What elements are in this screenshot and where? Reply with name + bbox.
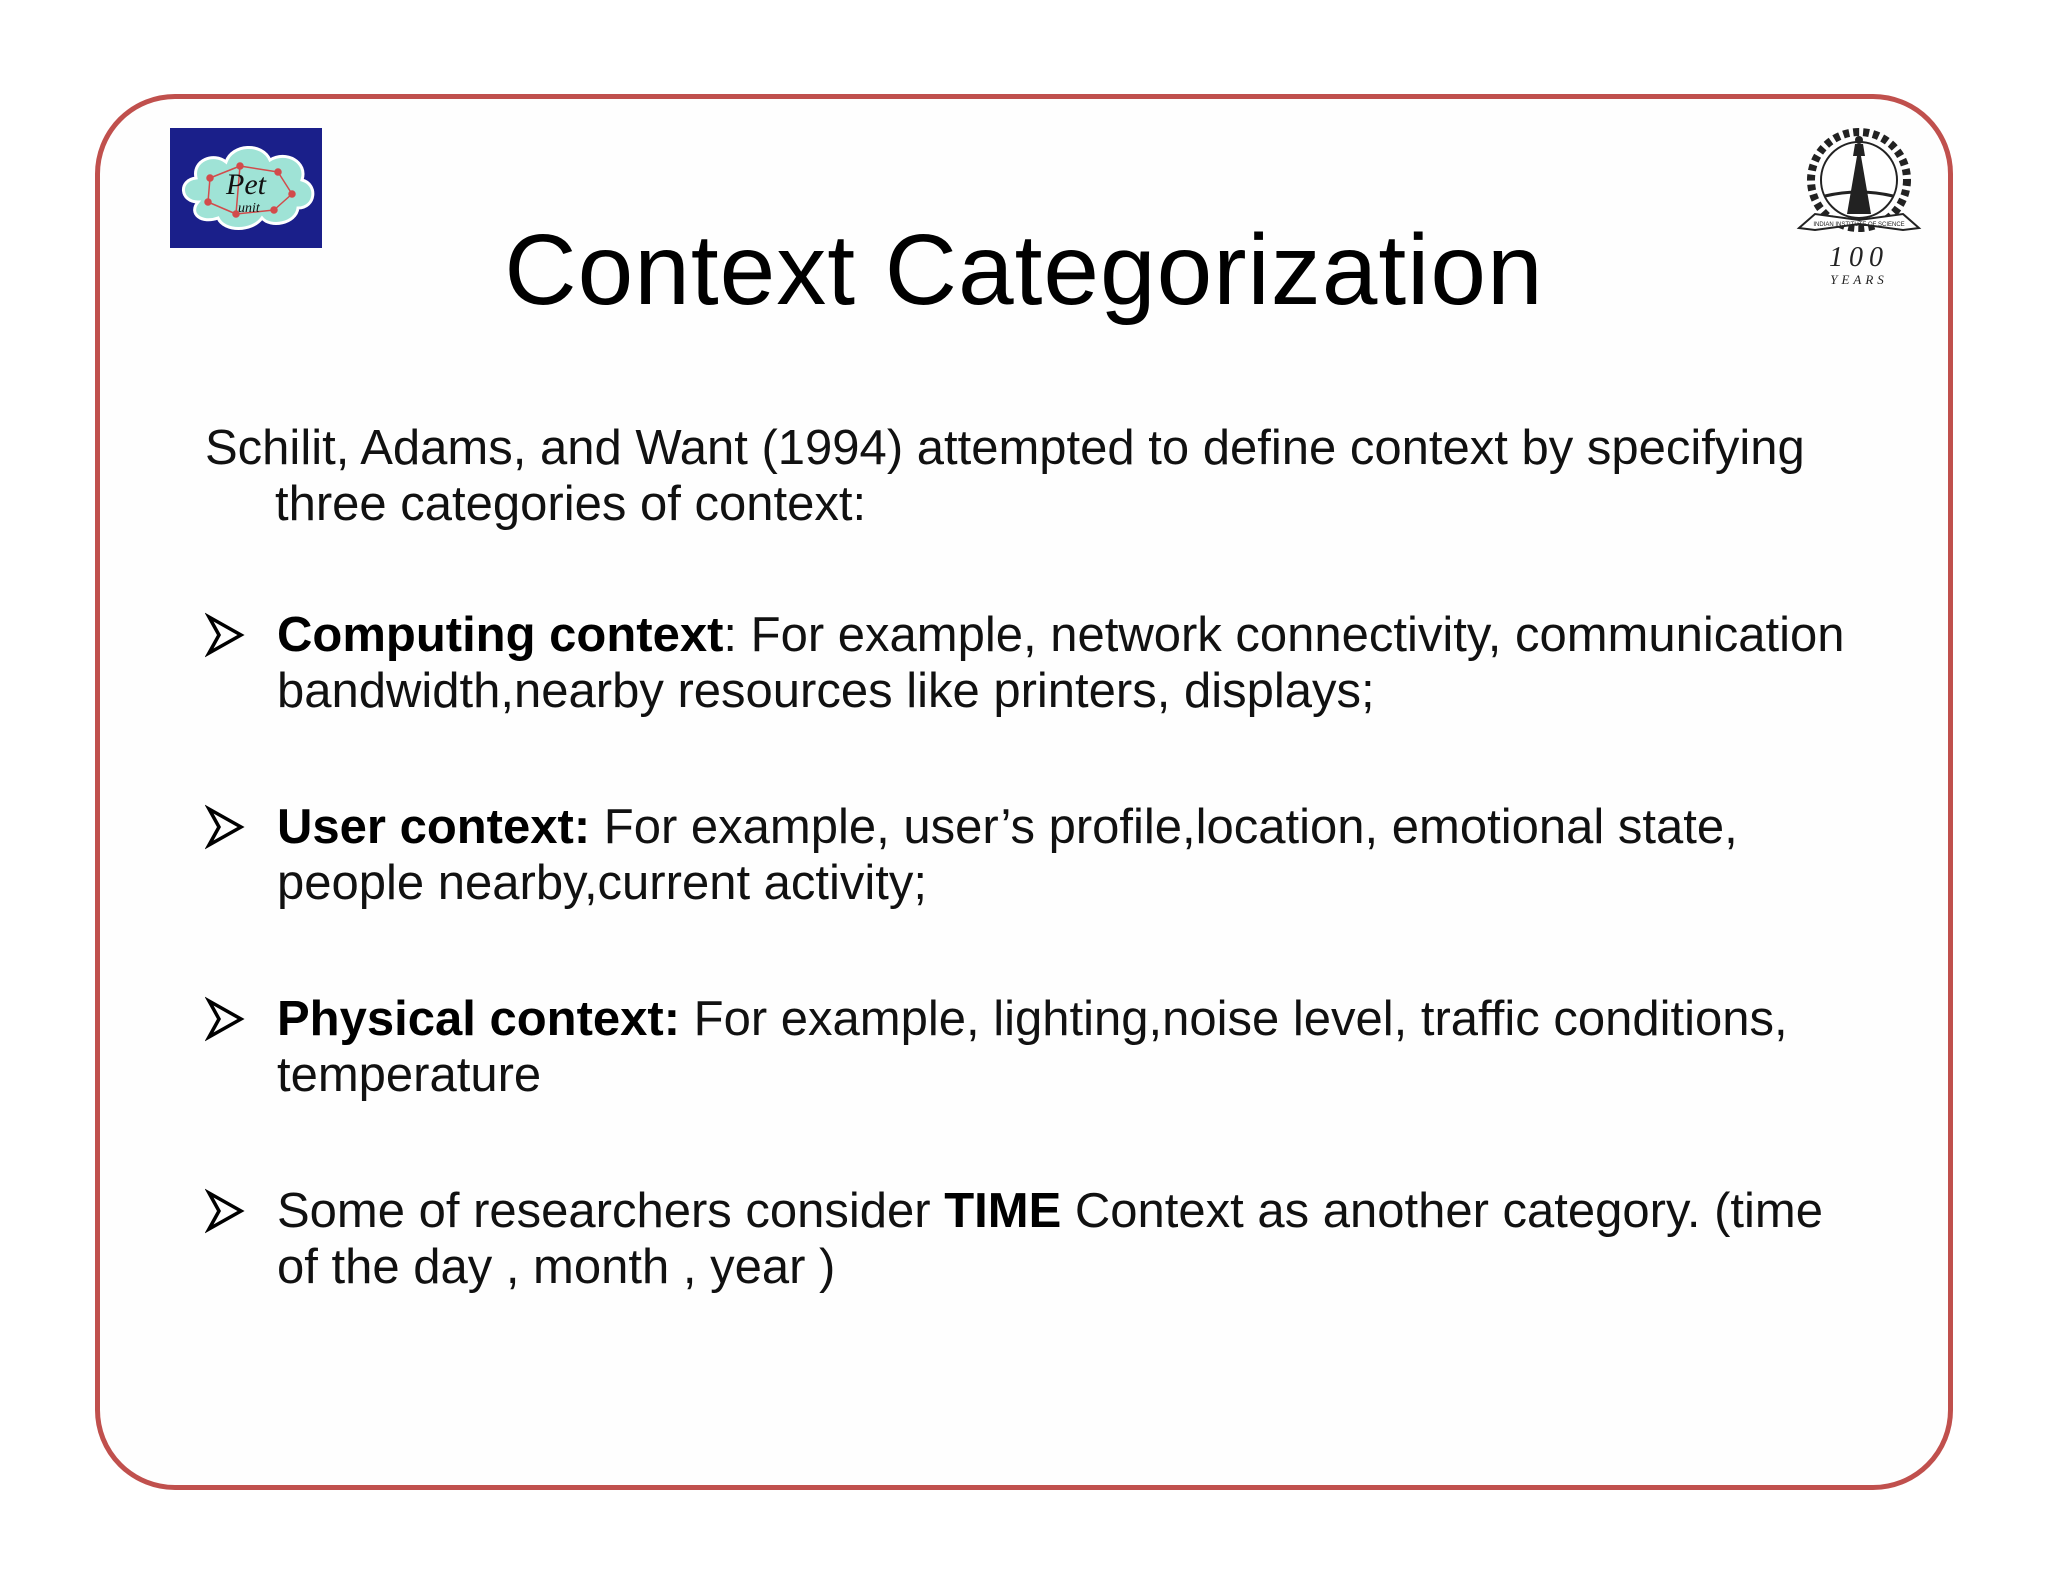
bullet-text: Context as another category. (time of the day , month , year ) xyxy=(277,1184,1823,1294)
slide-body xyxy=(205,420,1855,1295)
iisc-emblem-text: INDIAN INSTITUTE OF SCIENCE xyxy=(1813,222,1905,228)
slide-title: Context Categorization xyxy=(504,214,1544,326)
bullet-separator: : xyxy=(723,608,751,662)
bullet-lead: Some of researchers consider xyxy=(277,1184,945,1238)
bullet-term: User context: xyxy=(277,800,591,854)
bullet-separator xyxy=(590,800,604,854)
bullet-text: For example, user’s profile,location, emotional state, people nearby,current activity; xyxy=(277,800,1738,910)
arrow-bullet-icon xyxy=(205,611,245,659)
bullet-term: TIME xyxy=(944,1184,1062,1238)
bullet-text: For example, lighting,noise level, traffic conditions, temperature xyxy=(277,992,1788,1102)
bullet-user-context xyxy=(205,799,1855,911)
bullet-term: Computing context xyxy=(277,608,724,662)
intro-paragraph: Schilit, Adams, and Want (1994) attempted to define context by specifying three categories of context: xyxy=(205,421,1805,531)
iisc-emblem-number: 100 xyxy=(1829,242,1889,273)
pet-logo-subtext: unit xyxy=(238,201,260,216)
arrow-bullet-icon xyxy=(205,1187,245,1235)
iisc-emblem-subtext: YEARS xyxy=(1830,272,1888,287)
pet-logo-text: Pet xyxy=(226,168,266,201)
bullet-term: Physical context: xyxy=(277,992,681,1046)
bullet-time-context xyxy=(205,1183,1855,1295)
arrow-bullet-icon xyxy=(205,995,245,1043)
arrow-bullet-icon xyxy=(205,803,245,851)
bullet-text: For example, network connectivity, communication bandwidth,nearby resources like printers, displays; xyxy=(277,608,1845,718)
bullet-separator xyxy=(680,992,694,1046)
bullet-physical-context xyxy=(205,991,1855,1103)
bullet-computing-context xyxy=(205,607,1855,719)
